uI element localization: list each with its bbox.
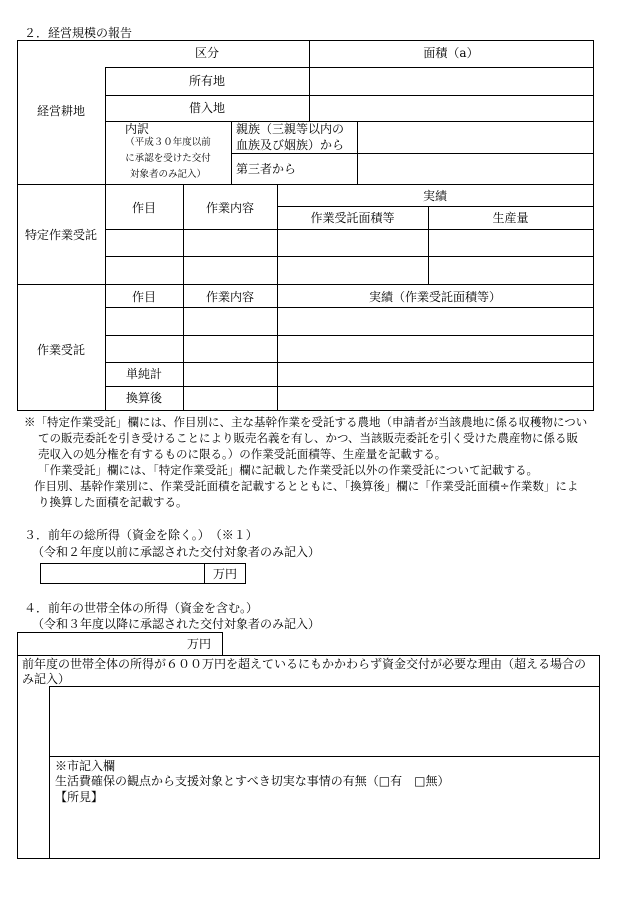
note-line-1: ※「特定作業受託」欄には、作目別に、主な基幹作業を受託する農地（申請者が当該農地に係る収穫物につい	[24, 415, 588, 429]
sagyo-label: 作業受託	[36, 343, 85, 357]
section4-title: ４．前年の世帯全体の所得（資金を含む。）	[24, 601, 259, 615]
section2-title: ２．経営規模の報告	[24, 26, 133, 40]
section3-title: ３．前年の総所得（資金を除く。） （※１）	[24, 528, 258, 542]
shakuchi-label: 借入地	[188, 101, 225, 115]
tokutei-sakumoku: 作目	[131, 201, 156, 215]
daisansha-label: 第三者から	[236, 162, 297, 176]
section4-unit: 万円	[187, 637, 212, 651]
tokutei-sagyo-naiyo: 作業内容	[205, 201, 254, 215]
reason-field[interactable]	[50, 687, 599, 756]
uchiwake-note-3: 対象者のみ記入）	[129, 169, 206, 180]
sagyo-jisseki-menseki: 実績（作業受託面積等）	[368, 290, 501, 304]
city-check-line: 生活費確保の観点から支援対象とすべき切実な事情の有無（□有 □無）	[55, 774, 450, 788]
shinzoku-line-2: 血族及び姻族）から	[236, 138, 345, 152]
tokutei-jutaku-menseki: 作業受託面積等	[310, 211, 395, 225]
kansango-label: 換算後	[125, 391, 162, 405]
section3-unit: 万円	[212, 567, 237, 581]
note-line-5: 作目別、基幹作業別に、作業受託面積を記載するとともに、「換算後」欄に「作業受託面積÷作業数」によ	[34, 479, 579, 493]
shoyu-label: 所有地	[188, 74, 225, 88]
city-label: ※市記入欄	[55, 759, 116, 773]
note-line-4: 「作業受託」欄には、「特定作業受託」欄に記載した作業受託以外の作業受託について記載する。	[38, 463, 539, 477]
section4-subtitle: （令和３年度以降に承認された交付対象者のみ記入）	[32, 617, 321, 631]
uchiwake-note-2: に承認を受けた交付	[125, 153, 211, 164]
section3-subtitle: （令和２年度以前に承認された交付対象者のみ記入）	[32, 545, 321, 559]
header-kubun: 区分	[194, 46, 219, 60]
uchiwake-label: 内訳	[125, 122, 150, 136]
shinzoku-line-1: 親族（三親等以内の	[236, 122, 345, 136]
tokutei-label: 特定作業受託	[24, 228, 97, 242]
tokutei-seisanryo: 生産量	[492, 211, 529, 225]
tanjunkei-label: 単純計	[125, 367, 162, 381]
sagyo-sagyo-naiyo: 作業内容	[205, 290, 254, 304]
tokutei-jisseki: 実績	[422, 189, 447, 203]
note-line-2: ての販売委託を引き受けることにより販売名義を有し、かつ、当該販売委託を引く受けた農産物に係る販	[38, 431, 579, 445]
shoken-label: 【所見】	[55, 790, 104, 804]
header-menseki: 面積（a）	[423, 46, 479, 60]
keiei-label: 経営耕地	[36, 104, 85, 118]
note-line-3: 売収入の処分権を有するものに限る。）の作業受託面積等、生産量を記載する。	[38, 447, 447, 461]
reason-line-2: み記入）	[22, 672, 71, 686]
reason-line-1: 前年度の世帯全体の所得が６００万円を超えているにもかかわらず資金交付が必要な理由（超える場合の	[22, 657, 587, 671]
sagyo-sakumoku: 作目	[131, 290, 156, 304]
uchiwake-note-1: （平成３０年度以前	[125, 137, 211, 148]
note-line-6: り換算した面積を記載する。	[38, 495, 188, 509]
